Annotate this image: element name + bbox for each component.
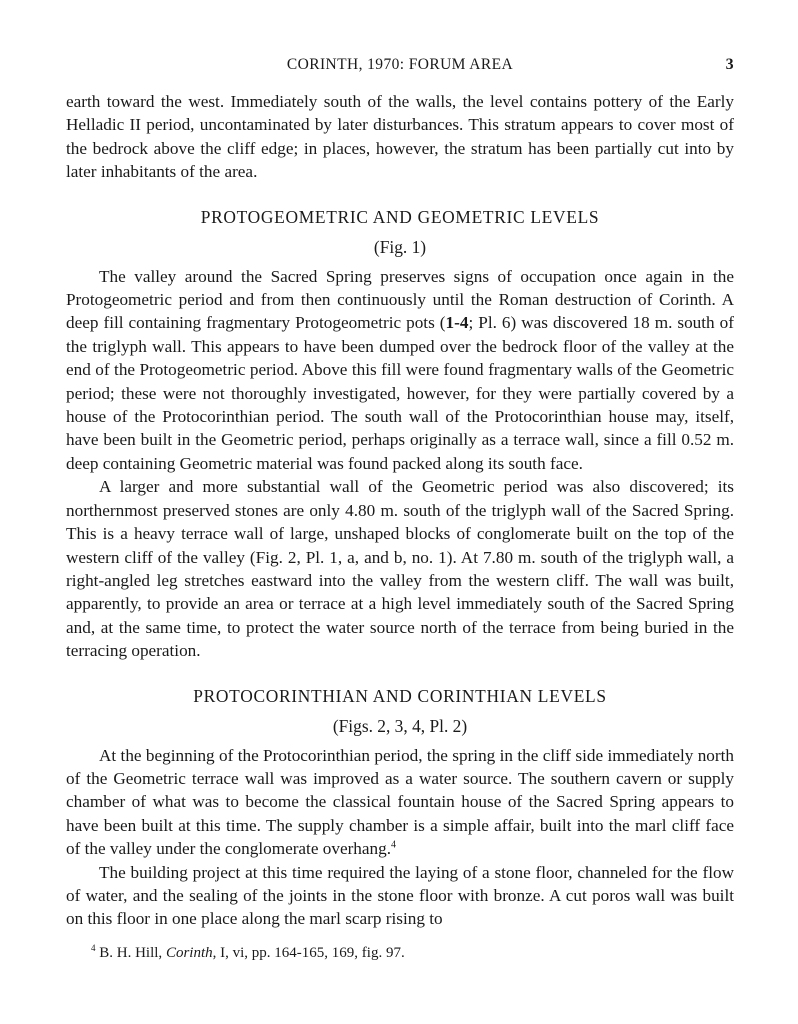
page-number: 3 — [725, 56, 734, 73]
paragraph — [66, 744, 734, 861]
paragraph — [66, 265, 734, 476]
running-header — [66, 56, 734, 80]
footnote — [91, 943, 731, 963]
figure-reference: (Figs. 2, 3, 4, Pl. 2) — [332, 715, 468, 736]
paragraph-text: ; Pl. 6) was discovered 18 m. south of the triglyph wall. This appears to have been dumped over the bedrock floor of the valley at the end of the Protogeometric period. Above this fill were found fragmentary walls of the Geometric period; these were not thoroughly investigated, however, for they were partially covered by a house of the Protocorinthian period. The south wall of the Protocorinthian house may, itself, have been built in the Geometric period, perhaps originally as a terrace wall, since a fill 0.52 m. deep containing Geometric material was found packed along its south face. — [66, 313, 734, 473]
catalogue-number: 1-4 — [445, 313, 469, 333]
section-heading-protogeometric: PROTOGEOMETRIC AND GEOMETRIC LEVELS — [200, 206, 600, 227]
paragraph: The building project at this time required the laying of a stone floor, channeled for the flow of water, and the sealing of the joints in the stone floor with bronze. A cut poros wall was built on this floor in one place along the marl scarp rising to — [66, 862, 734, 929]
paragraph: A larger and more substantial wall of the Geometric period was also discovered; its northernmost preserved stones are only 4.80 m. south of the triglyph wall of the Sacred Spring. This is a heavy terrace wall of large, unshaped blocks of conglomerate built on the top of the western cliff of the valley (Fig. 2, Pl. 1, a, and b, no. 1). At 7.80 m. south of the triglyph wall, a right-angled leg stretches eastward into the valley from the western cliff. The wall was built, apparently, to provide an area or terrace at a high level immediately south of the Sacred Spring and, at the same time, to protect the water source north of the terrace from being buried in the terracing operation. — [66, 477, 734, 661]
footnote-marker: 4 — [391, 839, 397, 851]
intro-paragraph: earth toward the west. Immediately south of the walls, the level contains pottery of the Early Helladic II period, uncontaminated by later disturbances. This stratum appears to cover most of the bedrock above the cliff edge; in places, however, the stratum has been partially cut into by later inhabitants of the area. — [66, 92, 734, 182]
figure-reference: (Fig. 1) — [373, 236, 427, 257]
paragraph-text: At the beginning of the Protocorinthian period, the spring in the cliff side immediately north of the Geometric terrace wall was improved as a water source. The southern cavern or supply chamber of what was to become the classical fountain house of the Sacred Spring appears to have been built at this time. The supply chamber is a simple affair, built into the marl cliff face of the valley under the conglomerate overhang. — [66, 745, 734, 859]
running-title: CORINTH, 1970: FORUM AREA — [286, 56, 514, 73]
footnote-number: 4 — [91, 943, 96, 953]
page-body — [66, 90, 734, 931]
footnote-citation: , I, vi, pp. 164-165, 169, fig. 97. — [212, 945, 405, 961]
footnote-author: B. H. Hill, — [99, 945, 166, 961]
footnote-work-title: Corinth — [165, 945, 213, 961]
paragraph-text: The valley around the Sacred Spring preserves signs of occupation once again in the Protogeometric period and from then continuously until the Roman destruction of Corinth. A deep fill containing fragmentary Protogeometric pots ( — [66, 266, 734, 333]
section-heading-protocorinthian: PROTOCORINTHIAN AND CORINTHIAN LEVELS — [193, 685, 607, 706]
